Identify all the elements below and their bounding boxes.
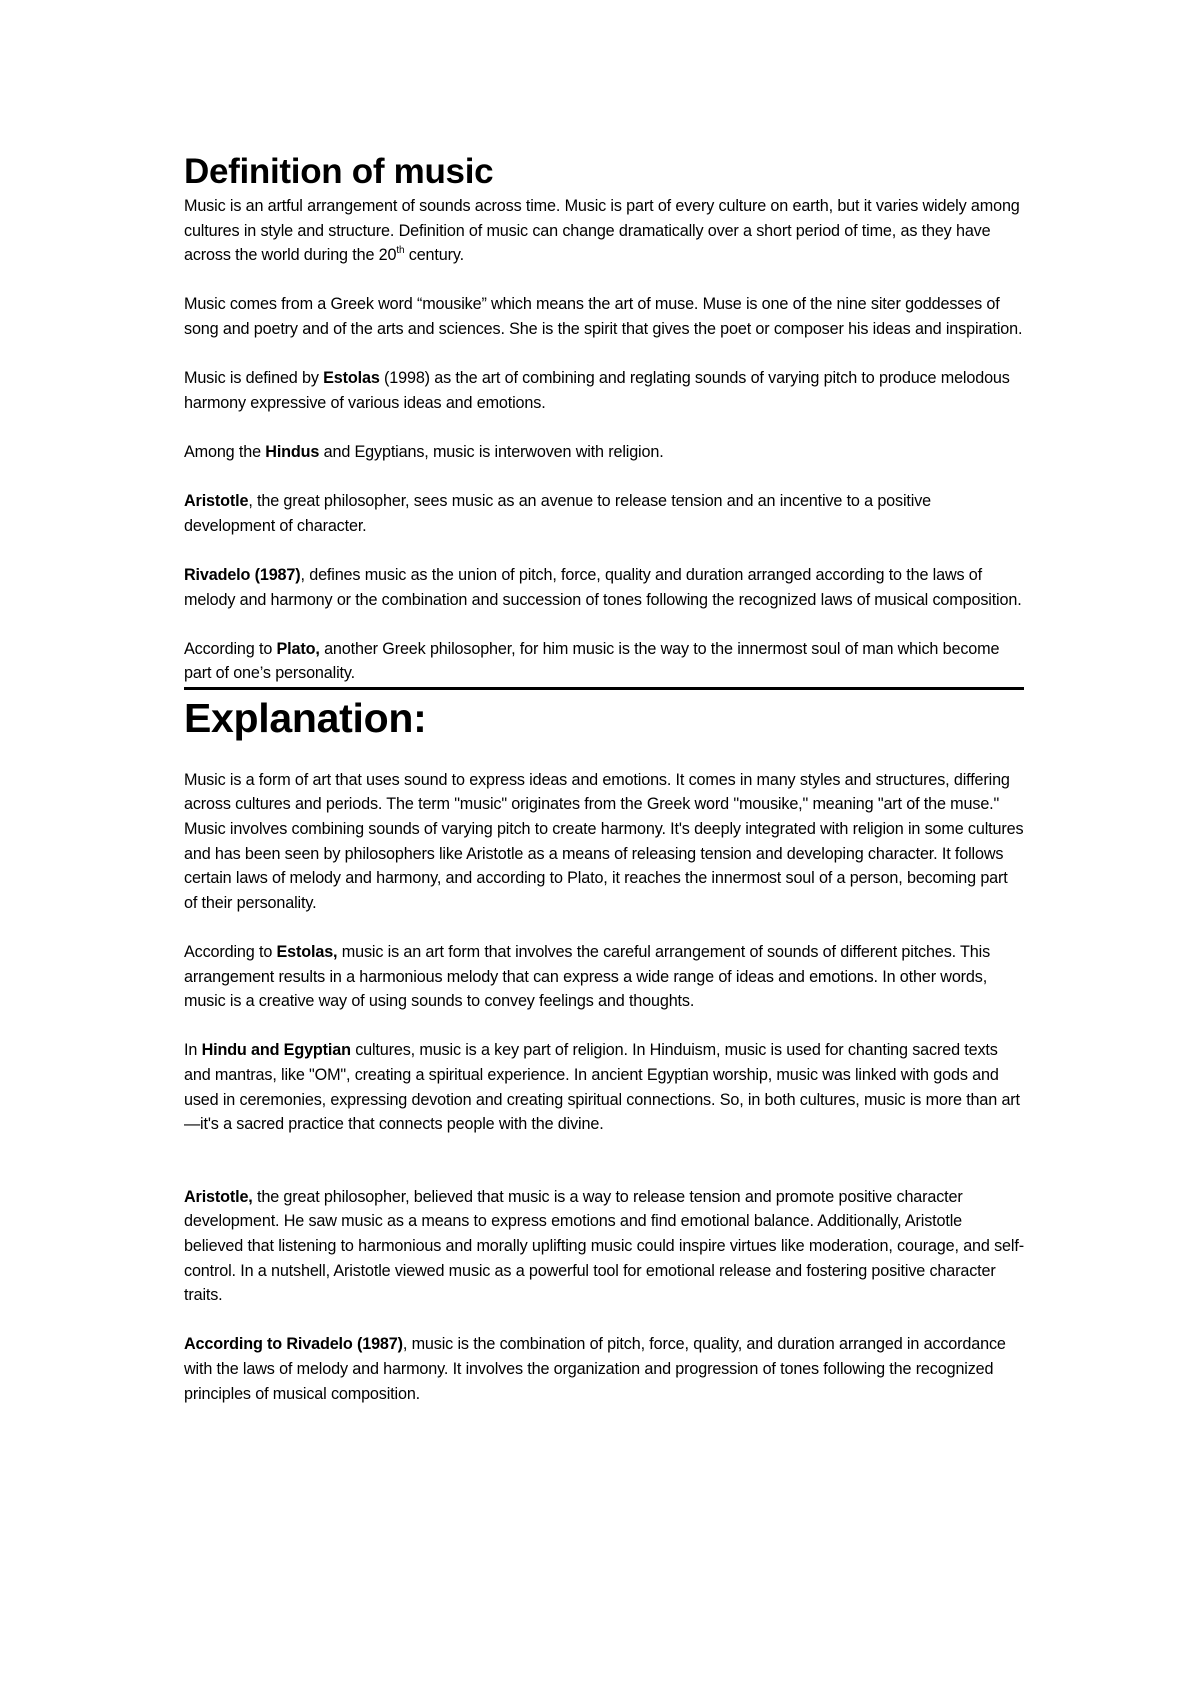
bold-term: Hindus [265, 442, 320, 461]
text-span: another Greek philosopher, for him music is the way to the innermost soul of man which become part of one’s personality. [184, 639, 1000, 683]
paragraph-aristotle [184, 489, 1024, 538]
section-title-explanation: Explanation: [184, 694, 427, 741]
bold-term: Plato, [276, 639, 320, 658]
text-span: , defines music as the union of pitch, force, quality and duration arranged according to the laws of melody and harmony or the combination and succession of tones following the recognized laws of musical composition. [184, 565, 1022, 609]
paragraph-explanation-rivadelo [184, 1332, 1024, 1406]
paragraph-plato [184, 637, 1024, 686]
paragraph-explanation-aristotle [184, 1185, 1024, 1308]
paragraph-explanation-estolas [184, 940, 1024, 1014]
paragraph-greek-origin: Music comes from a Greek word “mousike” which means the art of muse. Muse is one of the nine siter goddesses of song and poetry and of the arts and sciences. She is the spirit that gives the poet or composer his ideas and inspiration. [184, 295, 1023, 338]
text-span: , music is the combination of pitch, force, quality, and duration arranged in accordance with the laws of melody and harmony. It involves the organization and progression of tones following the recognized principles of musical composition. [184, 1335, 1006, 1403]
paragraph-estolas [184, 366, 1024, 415]
bold-term: Estolas, [276, 943, 338, 962]
horizontal-divider [184, 687, 1024, 690]
bold-term: Rivadelo (1987) [184, 565, 301, 584]
bold-term: Aristotle, [184, 1187, 253, 1206]
text-span: Music is defined by [184, 369, 324, 388]
bold-term: Hindu and Egyptian [201, 1041, 351, 1060]
paragraph-definition-intro [184, 194, 1024, 268]
text-span: , the great philosopher, sees music as an avenue to release tension and an incentive to a positive development of character. [184, 492, 932, 535]
paragraph-rivadelo [184, 563, 1024, 612]
bold-term: According to Rivadelo (1987) [184, 1335, 403, 1354]
text-span: According to [184, 639, 277, 658]
bold-term: Estolas [323, 369, 380, 388]
text-span: According to [184, 943, 277, 962]
text-span: and Egyptians, music is interwoven with religion. [319, 442, 664, 461]
paragraph-explanation-summary: Music is a form of art that uses sound to express ideas and emotions. It comes in many styles and structures, differing across cultures and periods. The term "music" originates from the Greek word "mousike," meaning "art of the muse." Music involves combining sounds of varying pitch to create harmony. It's deeply integrated with religion in some cultures and has been seen by philosophers like Aristotle as a means of releasing tension and developing character. It follows certain laws of melody and harmony, and according to Plato, it reaches the innermost soul of a person, becoming part of their personality. [184, 770, 1024, 912]
text-span: (1998) as the art of combining and reglating sounds of varying pitch to produce melodous harmony expressive of various ideas and emotions. [184, 369, 1010, 412]
text-span: In [184, 1041, 202, 1060]
paragraph-hindus [184, 440, 1024, 465]
text-span: Among the [184, 442, 266, 461]
text-span: music is an art form that involves the careful arrangement of sounds of different pitches. This arrangement results in a harmonious melody that can express a wide range of ideas and emotions. In other words, music is a creative way of using sounds to convey feelings and thoughts. [184, 943, 991, 1011]
text-span: Music is an artful arrangement of sounds across time. Music is part of every culture on earth, but it varies widely among cultures in style and structure. Definition of music can change dramatically over a short period of time, as they have across the world during the 20 [184, 197, 1020, 265]
superscript: th [396, 245, 405, 257]
bold-term: Aristotle [184, 492, 249, 511]
section-title-definition: Definition of music [184, 152, 494, 191]
text-span: the great philosopher, believed that music is a way to release tension and promote positive character development. He saw music as a means to express emotions and find emotional balance. Additionally, Aristotle believed that listening to harmonious and morally uplifting music could inspire virtues like moderation, courage, and self-control. In a nutshell, Aristotle viewed music as a powerful tool for emotional release and fostering positive character traits. [184, 1187, 1024, 1305]
text-span: cultures, music is a key part of religion. In Hinduism, music is used for chanting sacred texts and mantras, like "OM", creating a spiritual experience. In ancient Egyptian worship, music was linked with gods and used in ceremonies, expressing devotion and creating spiritual connections. So, in both cultures, music is more than art—it's a sacred practice that connects people with the divine. [184, 1041, 1020, 1134]
document-page [184, 150, 1024, 1406]
paragraph-explanation-hindu-egyptian [184, 1038, 1024, 1136]
text-span: century. [404, 246, 464, 265]
